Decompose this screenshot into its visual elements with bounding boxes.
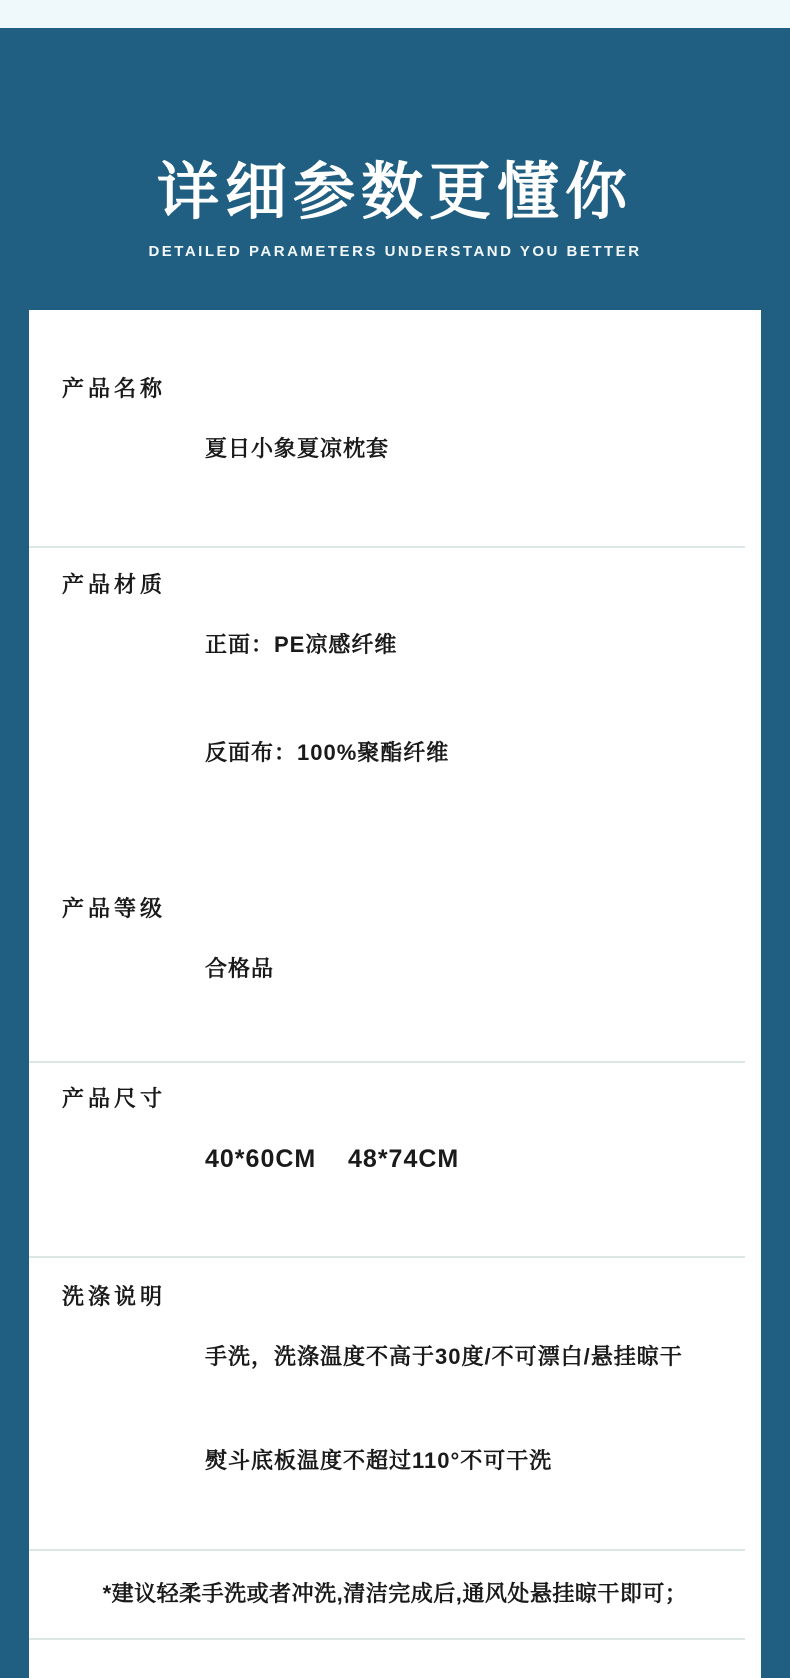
spec-value-product-name [205,374,745,524]
spec-value-material [205,570,745,828]
spec-label-washing: 洗涤说明 [62,1284,167,1309]
spec-row-product-name [29,310,761,546]
spec-value-line: 正面：PE凉感纤维 [205,632,398,657]
spec-label-product-name: 产品名称 [62,376,167,401]
spec-value-washing [205,1282,745,1536]
spec-value-line: 手洗，洗涤温度不高于30度/不可漂白/悬挂晾干 [205,1344,683,1369]
spec-value-line: 合格品 [205,956,275,981]
spec-value-grade [205,894,745,1044]
spec-row-size [29,1063,761,1256]
spec-value-line: 熨斗底板温度不超过110°不可干洗 [205,1448,553,1473]
care-note: *建议轻柔手洗或者冲洗,清洁完成后,通风处悬挂晾干即可； [102,1581,688,1606]
page-subtitle: DETAILED PARAMETERS UNDERSTAND YOU BETTER [148,243,642,260]
hero-header [0,158,790,260]
spec-label-size: 产品尺寸 [62,1086,167,1111]
spec-value-line: 40*60CM 48*74CM [205,1145,460,1173]
page-title: 详细参数更懂你 [156,158,633,227]
top-light-strip [0,0,790,28]
spec-value-size [205,1084,745,1234]
spec-card [29,310,761,1678]
spec-value-line: 夏日小象夏凉枕套 [205,436,390,461]
card-bottom-spacer [29,1640,761,1678]
spec-row-material [29,548,761,828]
spec-row-washing [29,1258,761,1549]
spec-label-grade: 产品等级 [62,896,167,921]
spec-value-line: 反面布：100%聚酯纤维 [205,740,450,765]
spec-label-material: 产品材质 [62,572,167,597]
spec-row-grade [29,828,761,1061]
